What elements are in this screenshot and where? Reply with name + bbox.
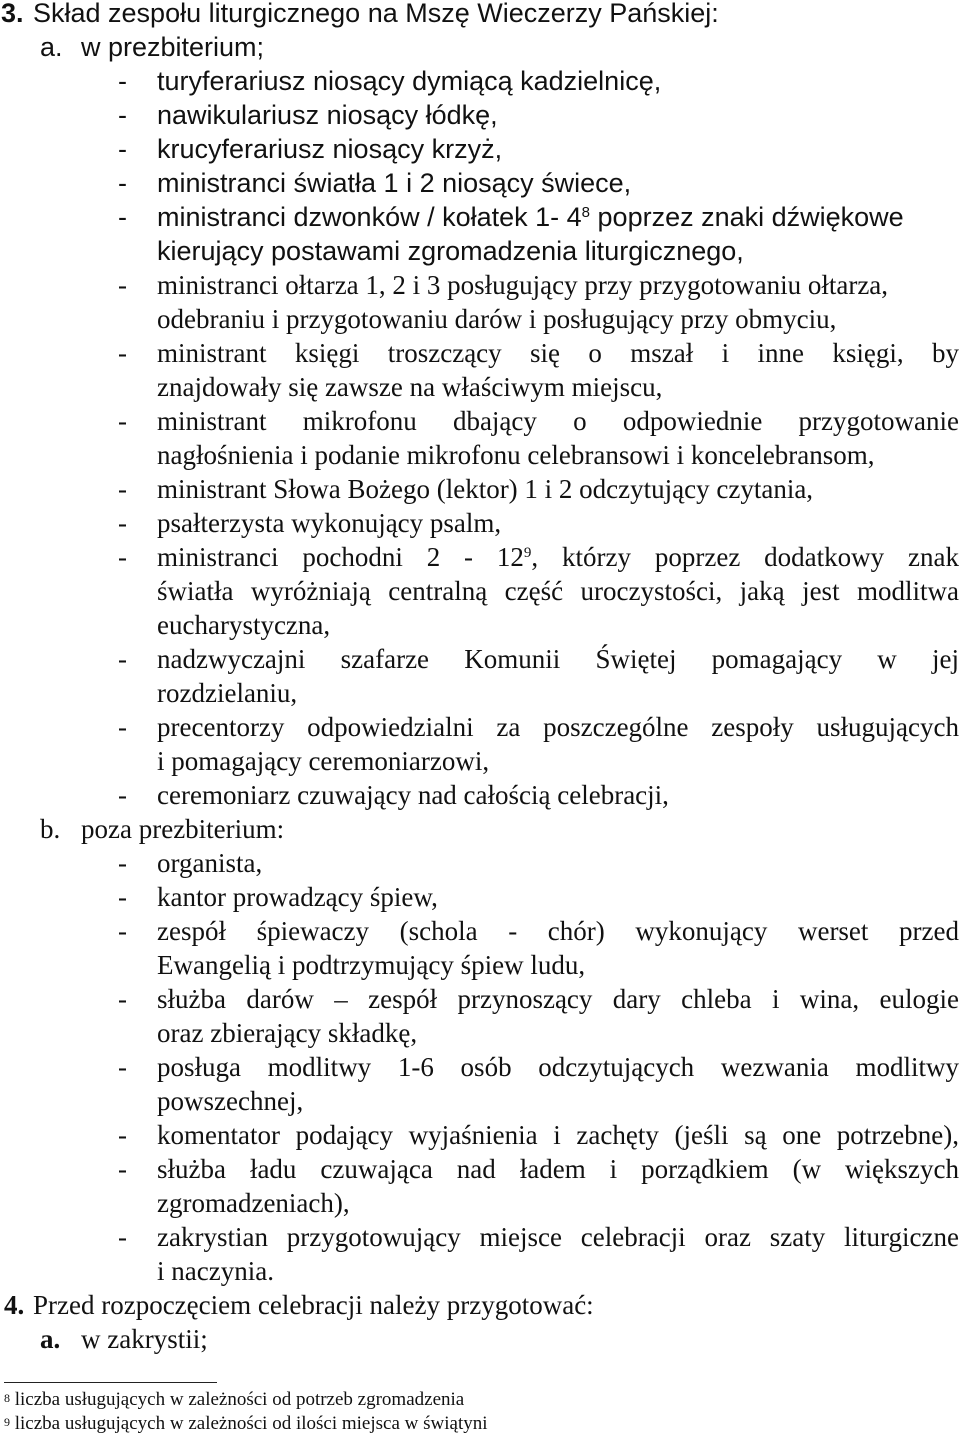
list-item-text: posługa modlitwy 1-6 osób odczytujących wezwania modlitwy (157, 1052, 959, 1082)
list-item-text: nadzwyczajni szafarze Komunii Świętej pomagający w jej (157, 644, 959, 674)
list-item-text: zgromadzeniach), (157, 1188, 350, 1218)
list-dash: - (118, 848, 127, 878)
list-dash: - (118, 100, 127, 130)
subsection-letter: b. (40, 814, 61, 844)
list-item-text: turyferariusz niosący dymiącą kadzielnicę, (157, 66, 662, 96)
subsection-title: poza prezbiterium: (81, 814, 285, 844)
list-item-text: krucyferariusz niosący krzyż, (157, 134, 503, 164)
list-dash: - (118, 338, 127, 368)
list-item-text: rozdzielaniu, (157, 678, 298, 708)
list-dash: - (118, 270, 127, 300)
list-item-text: kantor prowadzący śpiew, (157, 882, 438, 912)
list-item-text: zespół śpiewaczy (schola - chór) wykonujący werset przed (157, 916, 959, 946)
footnote-ref: 9 (523, 545, 532, 561)
list-item-text (157, 540, 959, 574)
list-item-text: ministranci ołtarza 1, 2 i 3 posługujący przy przygotowaniu ołtarza, (157, 270, 889, 300)
list-item-text: Ewangelią i podtrzymujący śpiew ludu, (157, 950, 586, 980)
list-item-text: odebraniu i przygotowaniu darów i posługujący przy obmyciu, (157, 304, 837, 334)
list-dash: - (118, 406, 127, 436)
footnote-mark: 8 (4, 1391, 10, 1405)
list-item-text: precentorzy odpowiedzialni za poszczególne zespoły usługujących (157, 712, 959, 742)
list-dash: - (118, 508, 127, 538)
list-dash: - (118, 1052, 127, 1082)
section-number: 3. (1, 0, 24, 28)
list-item-text: kierujący postawami zgromadzenia liturgicznego, (157, 236, 744, 266)
list-item-text: służba ładu czuwająca nad ładem i porządkiem (w większych (157, 1154, 959, 1184)
footnote (4, 1413, 488, 1435)
subsection-title: w zakrystii; (81, 1324, 208, 1354)
section-title: Skład zespołu liturgicznego na Mszę Wieczerzy Pańskiej: (33, 0, 719, 28)
list-item-text: nawikulariusz niosący łódkę, (157, 100, 498, 130)
footnote-separator (4, 1382, 217, 1383)
list-dash: - (118, 168, 127, 198)
list-item-text-part: poprzez znaki dźwiękowe (597, 202, 904, 232)
list-item-text-part: ministranci dzwonków / kołatek 1- 4 (157, 202, 582, 232)
subsection-letter: a. (40, 32, 63, 62)
list-dash: - (118, 542, 127, 572)
list-dash: - (118, 66, 127, 96)
list-item-text-part: ministranci pochodni 2 - 12 (157, 542, 524, 572)
list-item-text: ministrant księgi troszczący się o mszał i inne księgi, by (157, 338, 959, 368)
list-item-text: eucharystyczna, (157, 610, 331, 640)
list-dash: - (118, 1120, 127, 1150)
list-item-text: ceremoniarz czuwający nad całością celebracji, (157, 780, 669, 810)
list-dash: - (118, 916, 127, 946)
list-dash: - (118, 882, 127, 912)
list-dash: - (118, 780, 127, 810)
list-item-text: nagłośnienia i podanie mikrofonu celebransowi i koncelebransom, (157, 440, 875, 470)
list-item-text: organista, (157, 848, 263, 878)
list-item-text-part (590, 202, 598, 232)
list-dash: - (118, 134, 127, 164)
footnote-text: liczba usługujących w zależności od ilości miejsca w świątyni (14, 1413, 488, 1434)
list-item-text: komentator podający wyjaśnienia i zachęty (jeśli są one potrzebne), (157, 1120, 959, 1150)
list-item-text: oraz zbierający składkę, (157, 1018, 418, 1048)
list-item-text (157, 200, 904, 234)
list-item-text: służba darów – zespół przynoszący dary chleba i wina, eulogie (157, 984, 959, 1014)
list-item-text: światła wyróżniają centralną część uroczystości, jaką jest modlitwa (157, 576, 959, 606)
footnote-ref: 8 (581, 204, 591, 221)
footnote (4, 1389, 464, 1411)
list-item-text-part: , którzy poprzez dodatkowy znak (531, 542, 960, 572)
list-item-text: ministrant mikrofonu dbający o odpowiednie przygotowanie (157, 406, 959, 436)
section-title: Przed rozpoczęciem celebracji należy przygotować: (33, 1290, 594, 1320)
list-dash: - (118, 644, 127, 674)
list-item-text: ministranci światła 1 i 2 niosący świece, (157, 168, 632, 198)
list-item-text: psałterzysta wykonujący psalm, (157, 508, 502, 538)
list-dash: - (118, 474, 127, 504)
list-item-text: ministrant Słowa Bożego (lektor) 1 i 2 odczytujący czytania, (157, 474, 814, 504)
list-dash: - (118, 202, 127, 232)
list-item-text: powszechnej, (157, 1086, 304, 1116)
section-number: 4. (4, 1290, 25, 1320)
list-item-text: znajdowały się zawsze na właściwym miejscu, (157, 372, 663, 402)
list-dash: - (118, 712, 127, 742)
footnote-text: liczba usługujących w zależności od potrzeb zgromadzenia (14, 1389, 465, 1410)
list-item-text: i naczynia. (157, 1256, 274, 1286)
subsection-title: w prezbiterium; (81, 32, 265, 62)
list-dash: - (118, 1222, 127, 1252)
list-item-text: zakrystian przygotowujący miejsce celebracji oraz szaty liturgiczne (157, 1222, 959, 1252)
footnote-mark: 9 (4, 1415, 10, 1429)
subsection-letter: a. (40, 1324, 61, 1354)
list-item-text: i pomagający ceremoniarzowi, (157, 746, 490, 776)
list-dash: - (118, 984, 127, 1014)
list-dash: - (118, 1154, 127, 1184)
